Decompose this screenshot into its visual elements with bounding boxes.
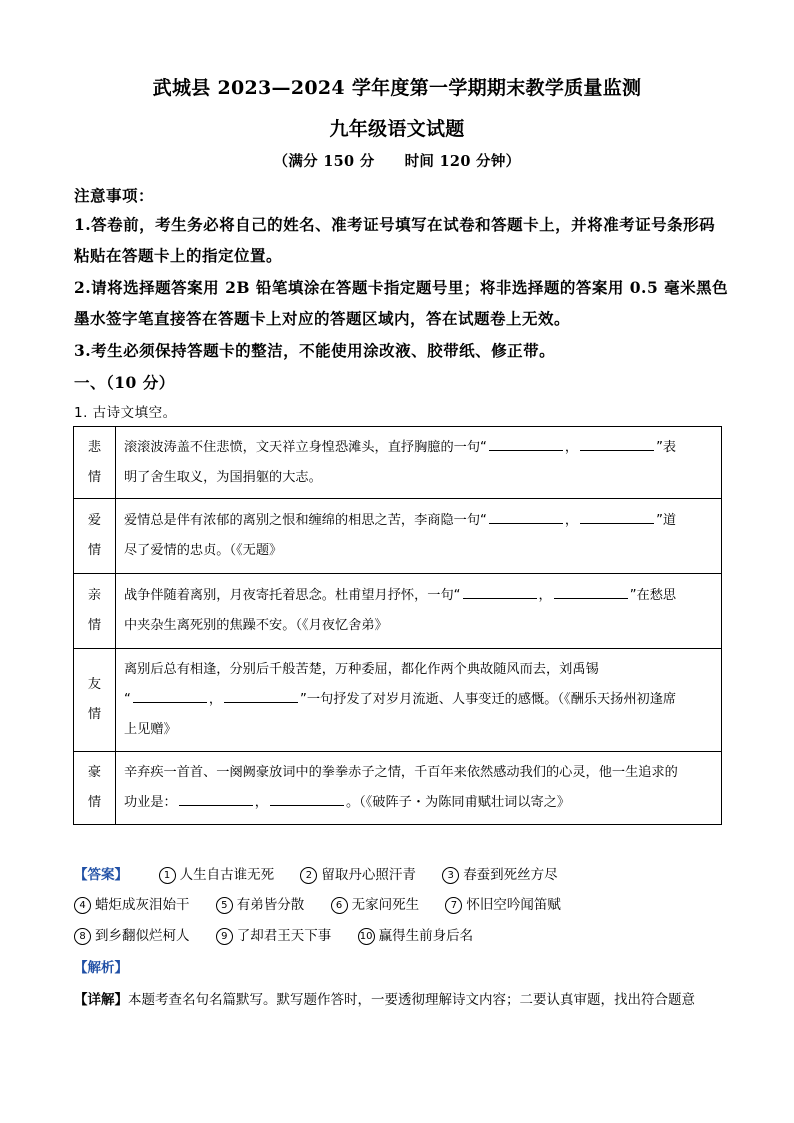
prompt-cell: 离别后总有相逢，分别后千般苦楚，万种委屈，都化作两个典故随风而去，刘禹锡 “ ， ”一句抒发了对岁月流逝、人事变迁的感慨。（《酬乐天扬州初逢席 上见赠》	[116, 649, 722, 752]
notice-item: 1.答卷前，考生务必将自己的姓名、准考证号填写在试卷和答题卡上，并将准考证号条形码	[74, 215, 716, 234]
detail-text: 本题考查名句名篇默写。默写题作答时，一要透彻理解诗文内容；二要认真审题，找出符合题意	[128, 992, 695, 1008]
answer-item: 7 怀旧空吟闻笛赋	[445, 893, 561, 914]
answer-item: 5 有弟皆分散	[216, 893, 305, 914]
table-row	[74, 499, 722, 574]
answer-blank	[489, 436, 563, 451]
table-row	[74, 752, 722, 825]
time-info: 时间 120 分钟）	[404, 153, 521, 170]
answer-item: 10 赢得生前身后名	[358, 924, 474, 945]
answer-item: 4 蜡炬成灰泪始干	[74, 893, 190, 914]
answer-item: 6 无家问死生	[331, 893, 420, 914]
answer-item: 2 留取丹心照汗青	[300, 863, 416, 884]
prompt-cell: 爱情总是伴有浓郁的离别之恨和缠绵的相思之苦，李商隐一句“ ， ”道 尽了爱情的忠贞。（《无题》	[116, 499, 722, 574]
answer-item: 1 人生自古谁无死	[159, 863, 275, 884]
answer-line	[74, 924, 724, 945]
category-cell: 友 情	[74, 649, 116, 752]
answer-item: 9 了却君王天下事	[216, 924, 332, 945]
notice-item: 2.请将选择题答案用 2B 铅笔填涂在答题卡指定题号里；将非选择题的答案用 0.5 毫米黑色	[74, 278, 729, 297]
prompt-cell: 战争伴随着离别，月夜寄托着思念。杜甫望月抒怀，一句“ ， ”在愁思 中夹杂生离死别的焦躁不安。（《月夜忆舍弟》	[116, 574, 722, 649]
poem-fill-table	[73, 426, 722, 825]
answer-item: 3 春蚕到死丝方尽	[442, 863, 558, 884]
answer-blank	[224, 688, 298, 703]
table-row	[74, 427, 722, 499]
answer-blank	[463, 584, 537, 599]
section-heading: 一、（10 分）	[74, 373, 175, 392]
detail-line	[74, 988, 724, 1008]
prompt-cell: 滚滚波涛盖不住悲愤，文天祥立身惶恐滩头，直抒胸臆的一句“ ， ”表 明了舍生取义，为国捐躯的大志。	[116, 427, 722, 499]
answer-blank	[179, 791, 253, 806]
answer-blank	[554, 584, 628, 599]
prompt-cell: 辛弃疾一首首、一阕阙豪放词中的拳拳赤子之情，千百年来依然感动我们的心灵，他一生追求的 功业是： ， 。（《破阵子・为陈同甫赋壮词以寄之》	[116, 752, 722, 825]
answer-blank	[489, 509, 563, 524]
answer-line	[74, 893, 724, 914]
notice-item: 粘贴在答题卡上的指定位置。	[74, 246, 283, 265]
notice-item: 3.考生必须保持答题卡的整洁，不能使用涂改液、胶带纸、修正带。	[74, 341, 556, 360]
answer-tag: 【答案】	[74, 867, 128, 883]
notice-heading: 注意事项：	[74, 186, 155, 205]
notice-item: 墨水签字笔直接答在答题卡上对应的答题区域内，答在试题卷上无效。	[74, 309, 571, 328]
category-cell: 爱 情	[74, 499, 116, 574]
category-cell: 豪 情	[74, 752, 116, 825]
answer-blank	[580, 436, 654, 451]
answer-blank	[580, 509, 654, 524]
answer-line	[74, 863, 724, 884]
detail-tag: 【详解】	[74, 992, 128, 1008]
analysis-line	[74, 956, 724, 976]
table-row	[74, 574, 722, 649]
answer-item: 8 到乡翻似烂柯人	[74, 924, 190, 945]
score-info: （满分 150 分	[273, 153, 375, 170]
exam-meta	[0, 150, 794, 171]
exam-title: 武城县 2023—2024 学年度第一学期期末教学质量监测	[152, 77, 642, 99]
exam-subtitle: 九年级语文试题	[329, 118, 465, 140]
table-row	[74, 649, 722, 752]
answer-blank	[270, 791, 344, 806]
question-title: 1. 古诗文填空。	[74, 405, 177, 421]
answer-blank	[133, 688, 207, 703]
category-cell: 悲 情	[74, 427, 116, 499]
analysis-tag: 【解析】	[74, 960, 128, 976]
category-cell: 亲 情	[74, 574, 116, 649]
